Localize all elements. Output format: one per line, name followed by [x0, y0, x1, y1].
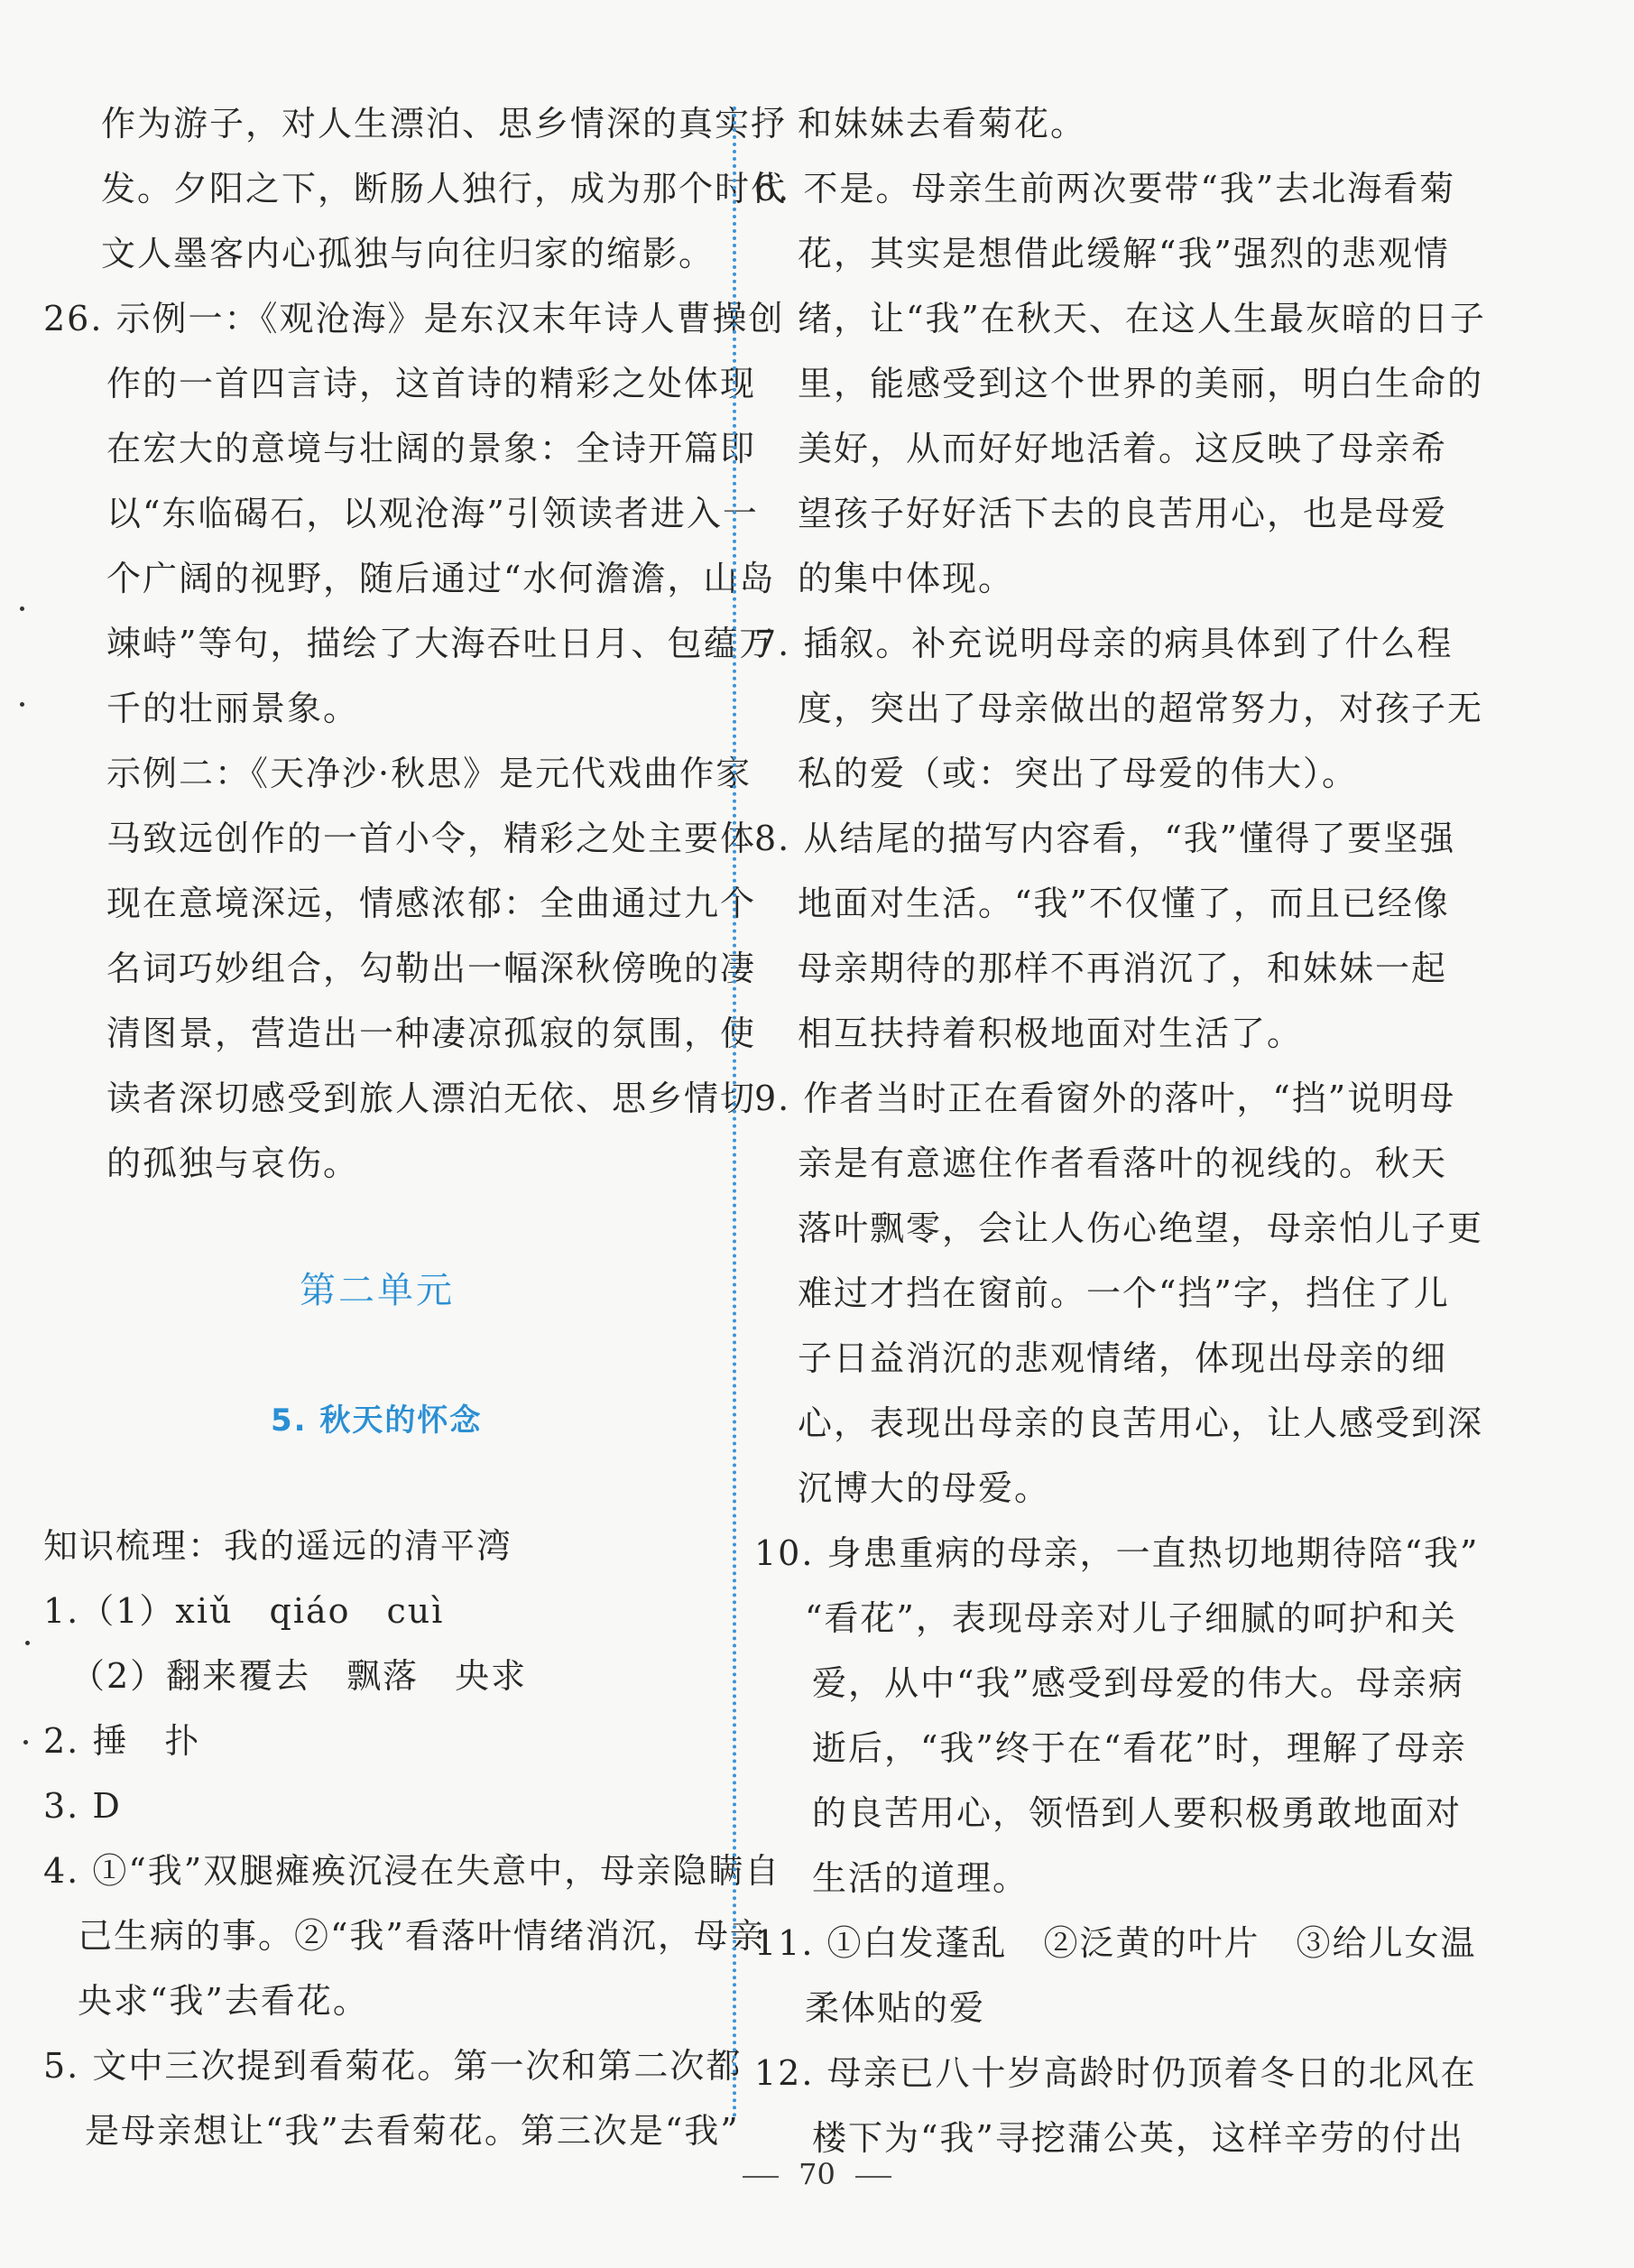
text-line: 的集中体现。	[798, 559, 1015, 598]
answer-9-start: 9. 作者当时正在看窗外的落叶，“挡”说明母	[754, 1078, 1456, 1118]
text-line: 难过才挡在窗前。一个“挡”字，挡住了儿	[798, 1273, 1450, 1313]
text-line: 发。夕阳之下，断肠人独行，成为那个时代	[101, 169, 788, 208]
text-line: 名词巧妙组合，勾勒出一幅深秋傍晚的凄	[106, 949, 757, 988]
answer-8-start: 8. 从结尾的描写内容看，“我”懂得了要坚强	[754, 819, 1456, 858]
text-line: 作为游子，对人生漂泊、思乡情深的真实抒	[101, 104, 788, 143]
text-line: 竦峙”等句，描绘了大海吞吐日月、包蕴万	[106, 624, 776, 663]
answer-6-start: 6. 不是。母亲生前两次要带“我”去北海看菊	[754, 169, 1456, 208]
footer-dash	[855, 2176, 891, 2178]
answer-2: 2. 捶 扑	[43, 1721, 201, 1761]
unit-title: 第二单元	[300, 1270, 455, 1311]
answer-3: 3. D	[43, 1786, 122, 1826]
answer-7-start: 7. 插叙。补充说明母亲的病具体到了什么程	[754, 624, 1454, 663]
print-speck	[25, 1641, 30, 1645]
text-line: 爱，从中“我”感受到母爱的伟大。母亲病	[812, 1663, 1464, 1703]
text-line: 己生病的事。②“我”看落叶情绪消沉，母亲	[78, 1916, 766, 1956]
text-line: 沉博大的母爱。	[798, 1468, 1051, 1508]
text-line: 地面对生活。“我”不仅懂了，而且已经像	[798, 884, 1450, 923]
lesson-title: 5. 秋天的怀念	[271, 1402, 483, 1439]
text-line: 花，其实是想借此缓解“我”强烈的悲观情	[798, 234, 1450, 273]
text-line: 美好，从而好好地活着。这反映了母亲希	[798, 429, 1448, 468]
text-line: 心，表现出母亲的良苦用心，让人感受到深	[798, 1403, 1484, 1443]
text-line: 千的壮丽景象。	[106, 689, 360, 728]
answer-11-start: 11. ①白发蓬乱 ②泛黄的叶片 ③给儿女温	[754, 1923, 1477, 1963]
text-line: 作的一首四言诗，这首诗的精彩之处体现	[106, 364, 757, 403]
text-line: 是母亲想让“我”去看菊花。第三次是“我”	[85, 2111, 740, 2151]
text-line: 子日益消沉的悲观情绪，体现出母亲的细	[798, 1338, 1448, 1378]
print-speck	[20, 606, 24, 611]
column-divider	[733, 106, 736, 2119]
page-number: 70	[799, 2157, 835, 2191]
knowledge-summary: 知识梳理：我的遥远的清平湾	[43, 1526, 513, 1566]
text-line: 示例二：《天净沙·秋思》是元代戏曲作家	[106, 754, 752, 793]
answer-26-start: 26. 示例一：《观沧海》是东汉末年诗人曹操创	[43, 299, 785, 338]
text-line: 逝后，“我”终于在“看花”时，理解了母亲	[812, 1728, 1467, 1768]
text-line: 文人墨客内心孤独与向往归家的缩影。	[101, 234, 715, 273]
answer-10-start: 10. 身患重病的母亲，一直热切地期待陪“我”	[754, 1533, 1480, 1573]
print-speck	[23, 1740, 28, 1745]
text-line: 以“东临碣石，以观沧海”引领读者进入一	[106, 494, 759, 533]
text-line: 在宏大的意境与壮阔的景象：全诗开篇即	[106, 429, 757, 468]
text-line: 的良苦用心，领悟到人要积极勇敢地面对	[812, 1793, 1463, 1833]
answer-5-start: 5. 文中三次提到看菊花。第一次和第二次都	[43, 2046, 743, 2086]
answer-4-start: 4. ①“我”双腿瘫痪沉浸在失意中，母亲隐瞒自	[43, 1851, 781, 1891]
text-line: 绪，让“我”在秋天、在这人生最灰暗的日子	[798, 299, 1486, 338]
footer-dash	[743, 2176, 779, 2178]
text-line: 度，突出了母亲做出的超常努力，对孩子无	[798, 689, 1484, 728]
text-line: 相互扶持着积极地面对生活了。	[798, 1014, 1304, 1053]
text-line: 和妹妹去看菊花。	[798, 104, 1087, 143]
text-line: 马致远创作的一首小令，精彩之处主要体	[106, 819, 757, 858]
text-line: 柔体贴的爱	[805, 1988, 986, 2028]
text-line: 的孤独与哀伤。	[106, 1143, 360, 1183]
text-line: 央求“我”去看花。	[78, 1981, 369, 2021]
text-line: 个广阔的视野，随后通过“水何澹澹，山岛	[106, 559, 776, 598]
text-line: 望孩子好好活下去的良苦用心，也是母爱	[798, 494, 1448, 533]
text-line: 私的爱（或：突出了母爱的伟大）。	[798, 754, 1359, 793]
answer-1-part-2: （2）翻来覆去 飘落 央求	[70, 1656, 528, 1696]
answer-12-start: 12. 母亲已八十岁高龄时仍顶着冬日的北风在	[754, 2053, 1477, 2093]
text-line: 清图景，营造出一种凄凉孤寂的氛围，使	[106, 1014, 757, 1053]
page-footer	[0, 2157, 1634, 2191]
text-line: 读者深切感受到旅人漂泊无依、思乡情切	[106, 1078, 757, 1118]
text-line: “看花”，表现母亲对儿子细腻的呵护和关	[805, 1598, 1457, 1638]
text-line: 母亲期待的那样不再消沉了，和妹妹一起	[798, 949, 1448, 988]
print-speck	[20, 702, 24, 707]
text-line: 生活的道理。	[812, 1858, 1029, 1898]
text-line: 里，能感受到这个世界的美丽，明白生命的	[798, 364, 1484, 403]
text-line: 现在意境深远，情感浓郁：全曲通过九个	[106, 884, 757, 923]
answer-1-part-1: 1.（1）xiǔ qiáo cuì	[43, 1591, 445, 1631]
text-line: 落叶飘零，会让人伤心绝望，母亲怕儿子更	[798, 1208, 1484, 1248]
text-line: 亲是有意遮住作者看落叶的视线的。秋天	[798, 1143, 1448, 1183]
text-line: 楼下为“我”寻挖蒲公英，这样辛劳的付出	[812, 2118, 1464, 2158]
